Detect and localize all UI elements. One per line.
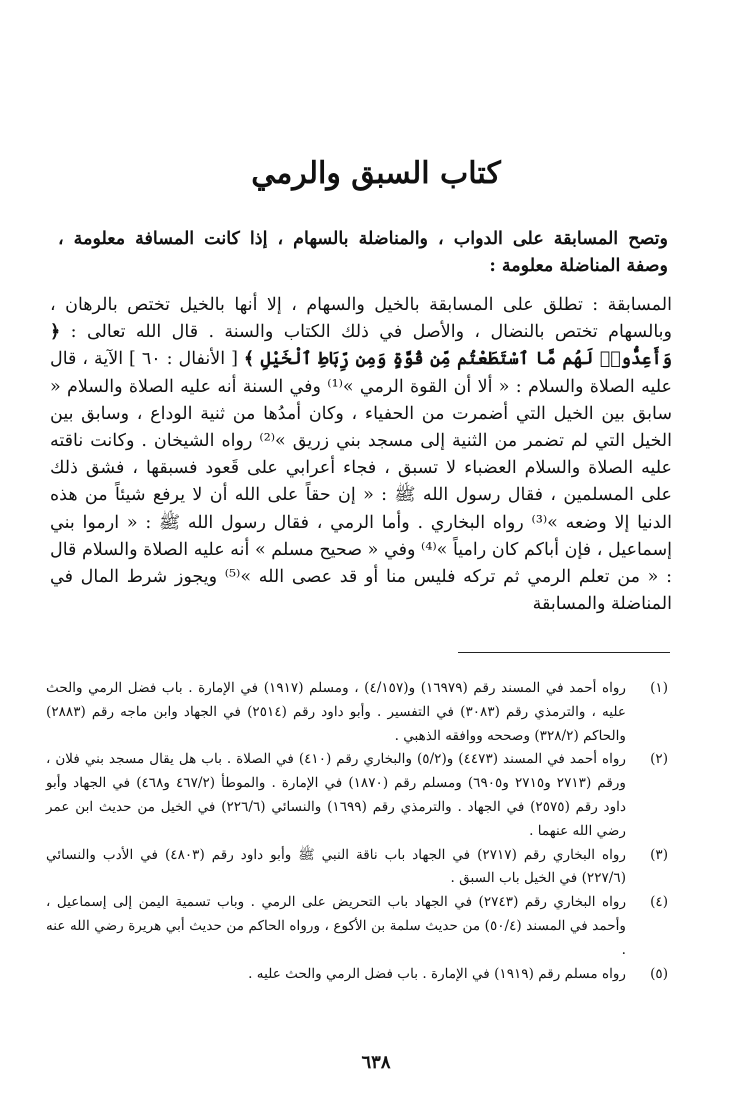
page-number: ٦٣٨ [361,1052,391,1073]
footnote-text: رواه أحمد في المسند (٤٤٧٣) و(٥/٢) والبخاري رقم (٤١٠) في الصلاة . باب هل يقال مسجد بني فلان ، ورقم (٢٧١٣ و٢٧١٥ و٦٩٠٥) ومسلم رقم (١٨٧٠) في الإمارة . والموطأ (٤٦٧/٢ و٤٦٨) في الجهاد وأبو داود رقم (٢٥٧٥) في الجهاد . والترمذي رقم (١٦٩٩) والنسائي (٢٢٦/٦) في الخيل من حديث ابن عمر رضي الله عنهما . [46,751,627,839]
footnote-text: رواه البخاري رقم (٢٧١٧) في الجهاد باب ناقة النبي ﷺ وأبو داود رقم (٤٨٠٣) في الأدب والنسائي (٢٢٧/٦) في الخيل باب السبق . [46,846,626,887]
footnote-number: (٥) [650,965,668,982]
footnote-text: رواه البخاري رقم (٢٧٤٣) في الجهاد باب التحريض على الرمي . وباب تسمية اليمن إلى إسماعيل ، وأحمد في المسند (٥٠/٤) من حديث سلمة بن الأكوع ، ورواه الحاكم من حديث أبي هريرة رضي الله عنه . [46,894,627,958]
footnote-number: (٢) [650,751,668,768]
commentary-paragraph [50,292,672,618]
footnote-number: (٤) [650,894,668,911]
footnotes [46,677,674,986]
commentary [50,292,672,618]
footnote-text: رواه مسلم رقم (١٩١٩) في الإمارة . باب فضل الرمي والحث عليه . [248,965,626,982]
commentary-intro: المسابقة : تطلق على المسابقة بالخيل والسهام ، إلا أنها بالخيل تختص بالرهان ، وبالسهام تختص بالنضال ، والأصل في ذلك الكتاب والسنة . قال الله تعالى : [50,295,672,343]
commentary-body: [ الأنفال : ٦٠ ] الآية ، قال عليه الصلاة والسلام : « ألا أن القوة الرمي »⁽¹⁾ وفي السنة أنه عليه الصلاة والسلام « سابق بين الخيل التي أضمرت من الحفياء ، وكان أمدُها من ثنية الوداع ، وسابق بين الخيل التي لم تضمر من الثنية إلى مسجد بني زريق »⁽²⁾ رواه الشيخان . وكانت ناقته عليه الصلاة والسلام العضباء لا تسبق ، فجاء أعرابي على قَعود فسبقها ، فشق ذلك على المسلمين ، فقال رسول الله ﷺ : « إن حقاً على الله أن لا يرفع شيئاً من هذه الدنيا إلا وضعه »⁽³⁾ رواه البخاري . وأما الرمي ، فقال رسول الله ﷺ : « ارموا بني إسماعيل ، فإن أباكم كان رامياً »⁽⁴⁾ وفي « صحيح مسلم » أنه عليه الصلاة والسلام قال : « من تعلم الرمي ثم تركه فليس منا أو قد عصى الله »⁽⁵⁾ ويجوز شرط المال في المناضلة والمسابقة [50,349,672,615]
chapter-title: كتاب السبق والرمي [251,156,501,191]
footnote [46,748,674,843]
footnote-number: (٣) [650,846,668,863]
footnote-number: (١) [650,680,668,696]
matn-text: وتصح المسابقة على الدواب ، والمناضلة بالسهام ، إذا كانت المسافة معلومة ، وصفة المناضلة معلومة : [58,229,668,276]
footnote [46,844,674,892]
footnote [46,891,674,962]
footnote-text: رواه أحمد في المسند رقم (١٦٩٧٩) و(٤/١٥٧) ، ومسلم (١٩١٧) في الإمارة . باب فضل الرمي والحث عليه ، والترمذي رقم (٣٠٨٣) في التفسير . وأبو داود رقم (٢٥١٤) في الجهاد وابن ماجه رقم (٢٨٨٣) والحاكم (٣٢٨/٢) وصححه ووافقه الذهبي . [46,680,626,744]
quran-verse: ﴿ وَأَعِدُّوا۟ لَهُم مَّا ٱسْتَطَعْتُم مِّن قُوَّةٍ وَمِن رِّبَاطِ ٱلْخَيْلِ ﴾ [50,322,672,370]
footnote [46,963,674,987]
footnote-separator [458,652,670,653]
footnote [46,677,674,748]
